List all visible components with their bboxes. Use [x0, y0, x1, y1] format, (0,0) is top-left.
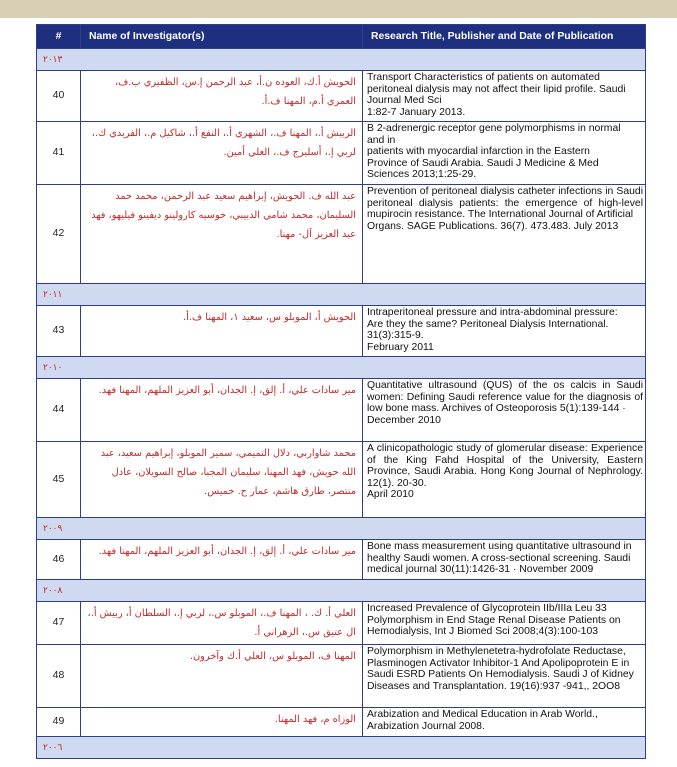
year-row-2013 — [37, 49, 646, 71]
row-number: 40 — [37, 71, 81, 122]
table-row — [37, 602, 646, 645]
investigators-cell: عبد الله ف. الحويش، إبراهيم سعيد عبد الرحمن، محمد حمد السليمان، محمد شامي الدبيبي، خوسيه كارولينو ديفينو فيليهو، فهد عبد العزيز آل- مهنا. — [81, 185, 363, 284]
year-label: ٢٠٠٨ — [37, 580, 646, 602]
year-label: ٢٠١١ — [37, 284, 646, 306]
publications-table — [36, 24, 646, 759]
year-label: ٢٠٠٩ — [37, 518, 646, 540]
investigators-cell: الوزاه م، فهد المهنا. — [81, 708, 363, 737]
research-title-cell: Increased Prevalence of Glycoprotein IIb/IIIa Leu 33 Polymorphism in End Stage Renal Disease Patients on Hemodialysis, Int J Biomed Sci 2008;4(3):100-103 — [363, 602, 646, 645]
research-title-cell: Transport Characteristics of patients on automated peritoneal dialysis may not affect their lipid profile. Saudi Journal Med Sci 1:82-7 January 2013. — [363, 71, 646, 122]
investigators-cell: الحويش أ، الموبلو س، سعيد ١، المهنا ف.أ. — [81, 306, 363, 357]
row-number: 41 — [37, 122, 81, 185]
investigators-cell: مير سادات علي، أ. إلق، إ. الجدان، أبو العزيز الملهم، المهنا فهد. — [81, 540, 363, 580]
year-label: ٢٠١٣ — [37, 49, 646, 71]
year-row-2008 — [37, 580, 646, 602]
research-title-cell: Bone mass measurement using quantitative ultrasound in healthy Saudi women. A cross-sectional screening. Saudi medical journal 30(11):1426-31 · November 2009 — [363, 540, 646, 580]
investigators-cell: المهنا ف، الموبلو س، العلي أ.ك وآخرون. — [81, 645, 363, 708]
table-row — [37, 379, 646, 442]
row-number: 43 — [37, 306, 81, 357]
year-row-2011 — [37, 284, 646, 306]
row-number: 48 — [37, 645, 81, 708]
year-label: ٢٠٠٦ — [37, 737, 646, 759]
research-title-cell: Prevention of peritoneal dialysis catheter infections in Saudi peritoneal dialysis patients: the emergence of high-level mupirocin resistance. The International Journal of Artificial Organs. SAGE Publications. 36(7). 473.483. July 2013 — [363, 185, 646, 284]
year-row-2006 — [37, 737, 646, 759]
investigators-cell: العلي أ. ك. ، المهنا ف.، الموبلو س.، لربي إ.، السلطان أ، ربيش أ.، ال عتيق س.، الزهراني أ. — [81, 602, 363, 645]
table-row — [37, 442, 646, 518]
table-header-row — [37, 25, 646, 49]
year-row-2009 — [37, 518, 646, 540]
top-decorative-band — [0, 0, 677, 18]
investigators-cell: محمد شاواربي، دلال التميمي، سمير الموبلو، إبراهيم سعيد، عبد الله حويش، فهد المهنا، سليمان المجبا، صالح السويلان، عادل منتصر، طارق هاشم، عمار ح. خميس. — [81, 442, 363, 518]
table-row — [37, 540, 646, 580]
year-row-2010 — [37, 357, 646, 379]
investigators-cell: الحويش أ.ك، العوده ن.أ، عبد الرحمن إ.س، الظفيري ب.ف، العمري أ.م، المهنا ف.أ. — [81, 71, 363, 122]
year-label: ٢٠١٠ — [37, 357, 646, 379]
research-title-cell: Quantitative ultrasound (QUS) of the os calcis in Saudi women: Defining Saudi reference value for the diagnosis of low bone mass. Archives of Osteoporosis 5(1):139-144 · December 2010 — [363, 379, 646, 442]
table-row — [37, 306, 646, 357]
research-title-cell: Polymorphism in Methylenetetra-hydrofolate Reductase, Plasminogen Activator Inhibitor-1 And Apolipoprotein E in Saudi ESRD Patients On Hemodialysis. Saudi J of Kidney Diseases and Transplantation. 19(16):937 -941,, 2OO8 — [363, 645, 646, 708]
investigators-cell: مير سادات علي، أ. إلق، إ. الجدان، أبو العزيز الملهم، المهنا فهد. — [81, 379, 363, 442]
research-title-cell: B 2-adrenergic receptor gene polymorphisms in normal and in patients with myocardial infarction in the Eastern Province of Saudi Arabia. Saudi J Medicine & Med Sciences 2013;1:25-29. — [363, 122, 646, 185]
row-number: 44 — [37, 379, 81, 442]
row-number: 46 — [37, 540, 81, 580]
table-row — [37, 122, 646, 185]
table-row — [37, 185, 646, 284]
investigators-cell: الربيش أ.، المهنا ف.، الشهري أ.، النفع أ.، شاكيل م.، الفريدي ك.، لربي إ.، أسليرج ف.، العلي أمين. — [81, 122, 363, 185]
table-row — [37, 645, 646, 708]
row-number: 49 — [37, 708, 81, 737]
header-investigators: Name of Investigator(s) — [81, 25, 363, 49]
research-title-cell: Intraperitoneal pressure and intra-abdominal pressure: Are they the same? Peritoneal Dialysis International. 31(3):315-9. February 2011 — [363, 306, 646, 357]
table-row — [37, 71, 646, 122]
row-number: 42 — [37, 185, 81, 284]
research-title-cell: A clinicopathologic study of glomerular disease: Experience of the King Fahd Hospital of the University, Eastern Province, Saudi Arabia. Hong Kong Journal of Nephrology. 12(1). 20-30. April 2010 — [363, 442, 646, 518]
table-row — [37, 708, 646, 737]
row-number: 45 — [37, 442, 81, 518]
research-title-cell: Arabization and Medical Education in Arab World., Arabization Journal 2008. — [363, 708, 646, 737]
header-number: # — [37, 25, 81, 49]
header-research: Research Title, Publisher and Date of Publication — [363, 25, 646, 49]
row-number: 47 — [37, 602, 81, 645]
